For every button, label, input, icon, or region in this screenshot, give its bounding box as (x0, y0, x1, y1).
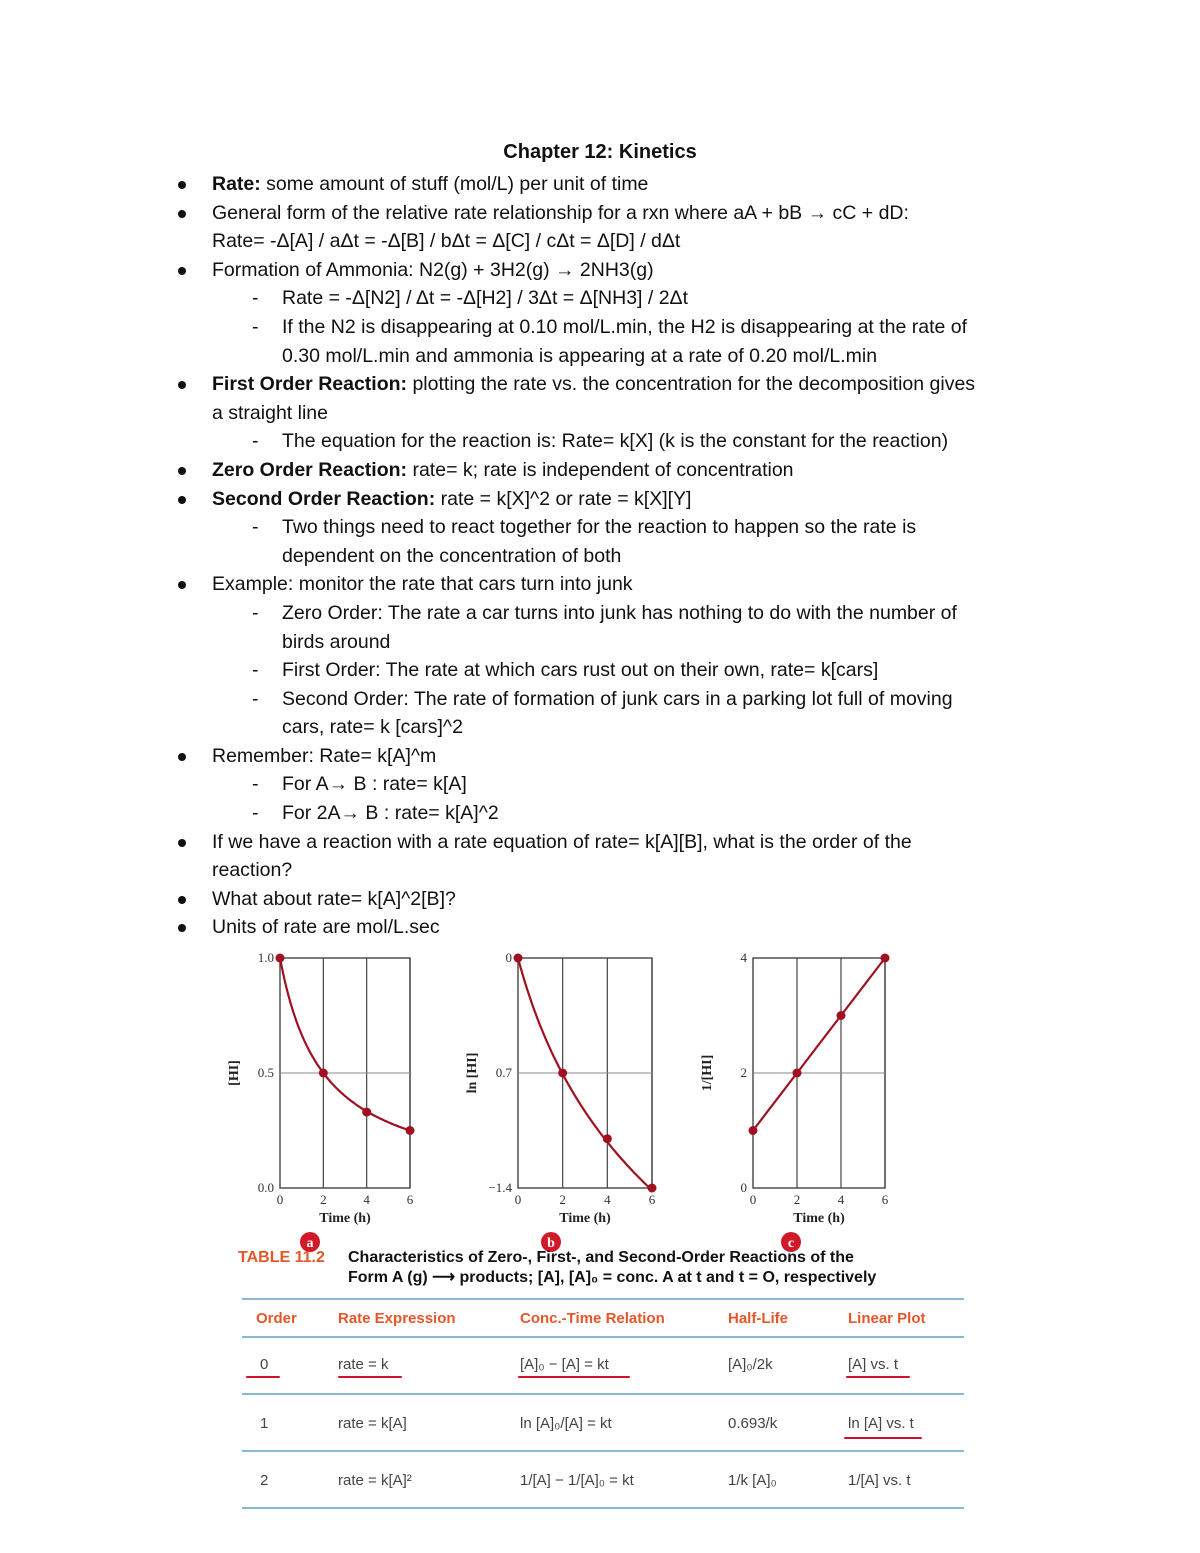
y-tick-label: 4 (740, 950, 747, 965)
table-cell: ln [A] vs. t (848, 1415, 914, 1432)
notes-list (172, 170, 1072, 942)
table-cell: ln [A]₀/[A] = kt (520, 1415, 612, 1432)
table-cell: 2 (260, 1472, 269, 1489)
sub-item: - Rate = -Δ[N2] / Δt = -Δ[H2] / 3Δt = Δ[NH3] / 2Δt (172, 284, 1072, 313)
kinetics-table (238, 1248, 968, 1489)
y-tick-label: 2 (740, 1065, 747, 1080)
y-tick-label: −1.4 (488, 1180, 512, 1195)
x-axis-label: Time (h) (559, 1211, 611, 1226)
list-item: If we have a reaction with a rate equation of rate= k[A][B], what is the order of the (172, 828, 1072, 857)
chart-a (228, 950, 415, 1252)
x-tick-label: 0 (514, 1192, 522, 1207)
data-point (603, 1134, 612, 1143)
list-item: Units of rate are mol/L.sec (172, 913, 1072, 942)
y-axis-label: [HI] (228, 1060, 242, 1086)
sub-item: - If the N2 is disappearing at 0.10 mol/L.min, the H2 is disappearing at the rate of (172, 313, 1072, 342)
sub-item: - The equation for the reaction is: Rate= k[X] (k is the constant for the reaction) (172, 427, 1072, 456)
handwritten-underline (846, 1376, 910, 1378)
list-item: First Order Reaction: plotting the rate vs. the concentration for the decomposition gives (172, 370, 1072, 399)
list-item: Rate: some amount of stuff (mol/L) per unit of time (172, 170, 1072, 199)
x-tick-label: 4 (363, 1192, 370, 1207)
handwritten-underline (844, 1437, 922, 1439)
data-point (793, 1069, 802, 1078)
sub-item: - Two things need to react together for the reaction to happen so the rate is (172, 513, 1072, 542)
table-cell: 1/[A] vs. t (848, 1472, 911, 1489)
x-tick-label: 4 (837, 1192, 845, 1207)
data-point (648, 1184, 657, 1193)
y-tick-label: 0.7 (495, 1065, 512, 1080)
data-point (276, 954, 285, 963)
data-point (362, 1108, 371, 1117)
y-tick-label: 0.0 (257, 1180, 274, 1195)
handwritten-underline (246, 1376, 280, 1378)
list-item-continuation: reaction? (212, 859, 293, 882)
x-axis-label: Time (h) (319, 1211, 371, 1226)
table-cell: rate = k[A] (338, 1415, 407, 1432)
list-item: General form of the relative rate relationship for a rxn where aA + bB → cC + dD: (172, 199, 1072, 228)
x-tick-label: 0 (749, 1192, 757, 1207)
table-row (242, 1395, 964, 1452)
x-tick-label: 0 (276, 1192, 284, 1207)
table-header-cell: Half-Life (728, 1310, 788, 1327)
table-number: TABLE 11.2 (238, 1249, 325, 1266)
table-cell: 0 (260, 1356, 269, 1373)
table-cell: rate = k (338, 1356, 389, 1373)
x-tick-label: 6 (881, 1192, 889, 1207)
sub-item: - First Order: The rate at which cars rust out on their own, rate= k[cars] (172, 656, 1072, 685)
x-axis-label: Time (h) (793, 1211, 845, 1226)
series-line (518, 958, 652, 1190)
chart-badge-label: c (787, 1236, 795, 1251)
handwritten-underline (518, 1376, 630, 1378)
sub-item: - Second Order: The rate of formation of junk cars in a parking lot full of moving (172, 685, 1072, 714)
table-cell: 1/k [A]₀ (728, 1472, 777, 1489)
sub-item: - For 2A→ B : rate= k[A]^2 (172, 799, 1072, 828)
chart-c (700, 950, 890, 1252)
sub-item-continuation: cars, rate= k [cars]^2 (282, 716, 463, 739)
chart-b (465, 950, 657, 1252)
page-title: Chapter 12: Kinetics (503, 141, 697, 163)
x-tick-label: 2 (793, 1192, 801, 1207)
list-item: Zero Order Reaction: rate= k; rate is independent of concentration (172, 456, 1072, 485)
list-item-continuation: a straight line (212, 401, 328, 424)
table-header-cell: Conc.-Time Relation (520, 1310, 665, 1327)
table-cell: [A]₀/2k (728, 1356, 773, 1373)
table-caption-line2: Form A (g) ⟶ products; [A], [A]₀ = conc. A at t and t = O, respectively (348, 1269, 877, 1286)
sub-item-continuation: dependent on the concentration of both (282, 544, 622, 567)
table-header-row (242, 1298, 964, 1338)
list-item-continuation: Rate= -Δ[A] / aΔt = -Δ[B] / bΔt = Δ[C] / cΔt = Δ[D] / dΔt (212, 230, 681, 253)
y-tick-label: 0.5 (257, 1065, 274, 1080)
y-axis-label: 1/[HI] (700, 1054, 715, 1092)
data-point (558, 1069, 567, 1078)
list-item: Second Order Reaction: rate = k[X]^2 or rate = k[X][Y] (172, 485, 1072, 514)
chart-badge-label: b (547, 1236, 555, 1251)
table-row (242, 1452, 964, 1509)
table-header-cell: Rate Expression (338, 1310, 456, 1327)
list-item: What about rate= k[A]^2[B]? (172, 885, 1072, 914)
table-cell: rate = k[A]² (338, 1472, 412, 1489)
table-header-cell: Order (256, 1310, 297, 1327)
y-tick-label: 0 (740, 1180, 747, 1195)
x-tick-label: 2 (559, 1192, 566, 1207)
table-cell: [A] vs. t (848, 1356, 899, 1373)
table-cell: 0.693/k (728, 1415, 778, 1432)
data-point (319, 1069, 328, 1078)
list-item: Formation of Ammonia: N2(g) + 3H2(g) → 2NH3(g) (172, 256, 1072, 285)
sub-item: - For A→ B : rate= k[A] (172, 770, 1072, 799)
data-point (406, 1126, 415, 1135)
y-axis-label: ln [HI] (465, 1052, 480, 1094)
x-tick-label: 4 (604, 1192, 611, 1207)
list-item: Example: monitor the rate that cars turn into junk (172, 570, 1072, 599)
data-point (881, 954, 890, 963)
table-caption-line1: Characteristics of Zero-, First-, and Second-Order Reactions of the (348, 1249, 854, 1266)
series-line (280, 958, 410, 1131)
sub-item-continuation: 0.30 mol/L.min and ammonia is appearing at a rate of 0.20 mol/L.min (282, 344, 878, 367)
sub-item: - Zero Order: The rate a car turns into junk has nothing to do with the number of (172, 599, 1072, 628)
table-header-cell: Linear Plot (848, 1310, 926, 1327)
series-line (753, 958, 885, 1131)
charts-svg (228, 944, 988, 1254)
chart-badge-label: a (306, 1236, 314, 1251)
data-point (749, 1126, 758, 1135)
handwritten-underline (338, 1376, 402, 1378)
data-point (514, 954, 523, 963)
y-tick-label: 0 (505, 950, 512, 965)
table-caption (238, 1248, 968, 1286)
table-cell: [A]₀ − [A] = kt (520, 1356, 609, 1373)
table-row (242, 1338, 964, 1395)
x-tick-label: 6 (648, 1192, 656, 1207)
table-cell: 1/[A] − 1/[A]₀ = kt (520, 1472, 634, 1489)
y-tick-label: 1.0 (257, 950, 274, 965)
data-point (837, 1011, 846, 1020)
x-tick-label: 6 (406, 1192, 414, 1207)
sub-item-continuation: birds around (282, 630, 391, 653)
table-cell: 1 (260, 1415, 269, 1432)
list-item: Remember: Rate= k[A]^m (172, 742, 1072, 771)
x-tick-label: 2 (320, 1192, 327, 1207)
